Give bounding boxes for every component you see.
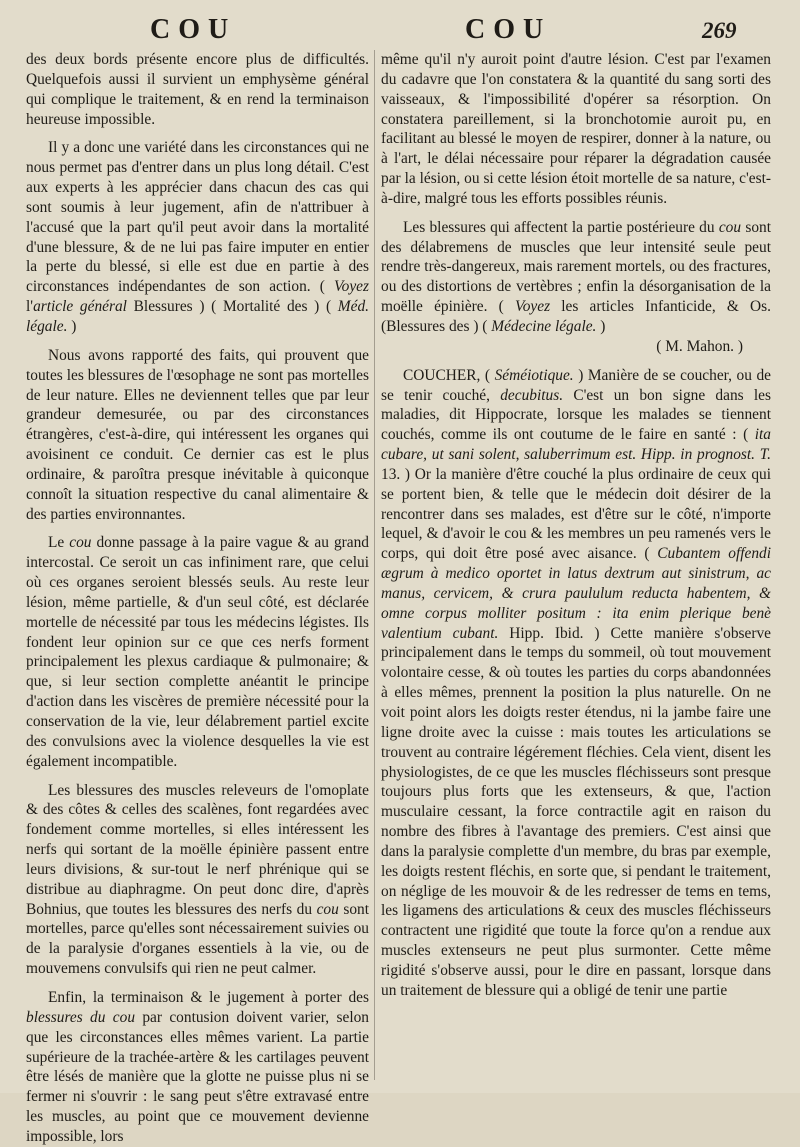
paragraph: Les blessures qui affectent la partie postérieure du cou sont des délabremens de muscles que leur intensité seule peut rendre très-dangereux, mais rarement mortels, ou des fractures, ou des distortions de vertèbres ; enfin la désorganisation de la moëlle épinière. ( Voyez les articles Infanticide, & Os. (Blessures des ) ( Médecine légale. ) <box>381 218 771 335</box>
paragraph: des deux bords présente encore plus de difficultés. Quelquefois aussi il survient un emphysème général qui complique le traitement, & en rend la terminaison heureuse impossible. <box>26 51 369 128</box>
paragraph: Le cou donne passage à la paire vague & au grand intercostal. Ce seroit un cas infiniment rare, que celui où ces organes seroient blessés seuls. Au reste leur lésion, même partielle, & d'un seul côté, est déclarée mortelle de nécessité par tous les médecins légistes. Ils fondent leur opinion sur ce que ces nerfs forment principalement les plexus cardiaque & pulmonaire; & que, si leur section complette anéantit le principe d'action dans les viscères de première nécessité pour la conservation de la vie, leur délabrement partiel excite des convulsions avec la violence desquelles la vie est également incompatible. <box>26 534 369 770</box>
column-divider <box>374 50 375 1080</box>
paragraph: Il y a donc une variété dans les circonstances qui ne nous permet pas d'entrer dans un plus long détail. C'est aux experts à les apprécier dans chacun des cas qui sont soumis à leur jugement, afin de n'attribuer à l'accusé que la part qu'il peut avoir dans la mortalité d'une blessure, & de ne lui pas faire imputer en entier la perte du blessé, si elle est due en partie à des circonstances indépendantes de son action. ( Voyez l'article général Blessures ) ( Mortalité des ) ( Méd. légale. ) <box>26 139 369 335</box>
paragraph: Enfin, la terminaison & le jugement à porter des blessures du cou par contusion doivent varier, selon que les circonstances elles mêmes varient. La partie supérieure de la trachée-artère & les cartilages peuvent être lésés de manière que la glotte ne puisse plus ni se fermer ni s'ouvrir : le sang peut s'être extravasé entre les muscles, au point que ce mouvement devienne impossible, lors <box>26 988 369 1145</box>
paragraph: même qu'il n'y auroit point d'autre lésion. C'est par l'examen du cadavre que l'on constatera & la quantité du sang sorti des vaisseaux, & l'impossibilité d'opérer sa résorption. On constatera pareillement, si la bronchotomie auroit pu, en facilitant au blessé le moyen de respirer, donner à la nature, ou à l'art, le délai nécessaire pour réparer la dégradation causée par la lésion, ou si cette lésion étoit mortelle de sa nature, c'est-à-dire, malgré tous les efforts possibles réunis. <box>381 51 771 207</box>
running-header <box>0 12 800 48</box>
right-column <box>381 50 771 1080</box>
paragraph: Les blessures des muscles releveurs de l'omoplate & des côtes & celles des scalènes, font regardées avec fondement comme mortelles, si elles intéressent les nerfs qui sortant de la moëlle épinière passent entre leurs divisions, & sur-tout le nerf phrénique qui se distribue au diaphragme. On peut donc dire, d'après Bohnius, que toutes les blessures des nerfs du cou sont mortelles, parce qu'elles sont nécessairement suivies ou de la paralysie d'organes essentiels à la vie, ou de mouvemens convulsifs qui rien ne peut calmer. <box>26 781 369 978</box>
header-left-word: COU <box>150 14 237 45</box>
left-column <box>26 50 369 1145</box>
paragraph: Nous avons rapporté des faits, qui prouvent que toutes les blessures de l'œsophage ne sont pas mortelles de leur nature. Elles ne deviennent telles que par leur grandeur demesurée, ou par des circonstances étrangères, c'est-à-dire, qui intéressent les organes qui avoisinent ce conduit. Ce dernier cas est le plus ordinaire, & paroîtra presque inévitable à quiconque connoît la situation respective du canal alimentaire & des parties environnantes. <box>26 346 369 523</box>
header-right-word: COU <box>465 14 552 45</box>
author-signature: ( M. Mahon. ) <box>656 337 743 355</box>
entry-coucher: COUCHER, ( Séméiotique. ) Manière de se coucher, ou de se tenir couché, decubitus. C'est un bon signe dans les maladies, dit Hippocrate, lorsque les malades se tiennent couchés, comme ils ont coutume de le faire en santé : ( ita cubare, ut sani solent, saluberrimum est. Hipp. in prognost. T. 13. ) Or la manière d'être couché la plus ordinaire de ceux qui se portent bien, & telle que le médecin doit désirer de la rencontrer dans ses malades, est d'être sur le côté, n'importe lequel, & d'avoir le cou & les membres un peu ramenés vers le corps, qui doit être posé avec aisance. ( Cubantem offendi ægrum à medico oportet in latus dextrum aut sinistrum, ac manus, cervicem, & crura paululum reducta habentem, & omne corpus molliter positum : ita enim plerique benè valentium cubant. Hipp. Ibid. ) Cette manière s'observe principalement dans le temps du sommeil, où tout mouvement volontaire cesse, & où toutes les parties du corps abandonnées à elles mêmes, prennent la position la plus naturelle. On ne voit point alors les doigts rester étendus, ni la jambe faire une ligne droite avec la cuisse : mais toutes les articulations se trouvent au contraire légérement fléchies. Cela vient, disent les physiologistes, de ce que les muscles fléchisseurs sont presque toujours plus forts que les extenseurs, & que, l'action musculaire cessant, la force contractile agit en raison du nombre des fibres à l'avantage des premiers. C'est ainsi que dans la paralysie complette d'un membre, du bras par exemple, les doigts restent fléchis, en sorte que, si pendant le traitement, on néglige de les mouvoir & de les redresser de tems en tems, les ligamens des articulations & ceux des muscles fléchisseurs contractent une rigidité que toute la force qu'on a rendue aux muscles extenseurs ne peut plus surmonter. Cette même rigidité s'observe aussi, pour le dire en passant, lorsque dans un traitement de blessure qui a obligé de tenir une partie <box>381 366 771 999</box>
entry-title: COUCHER <box>403 366 477 384</box>
page-number: 269 <box>702 18 737 43</box>
